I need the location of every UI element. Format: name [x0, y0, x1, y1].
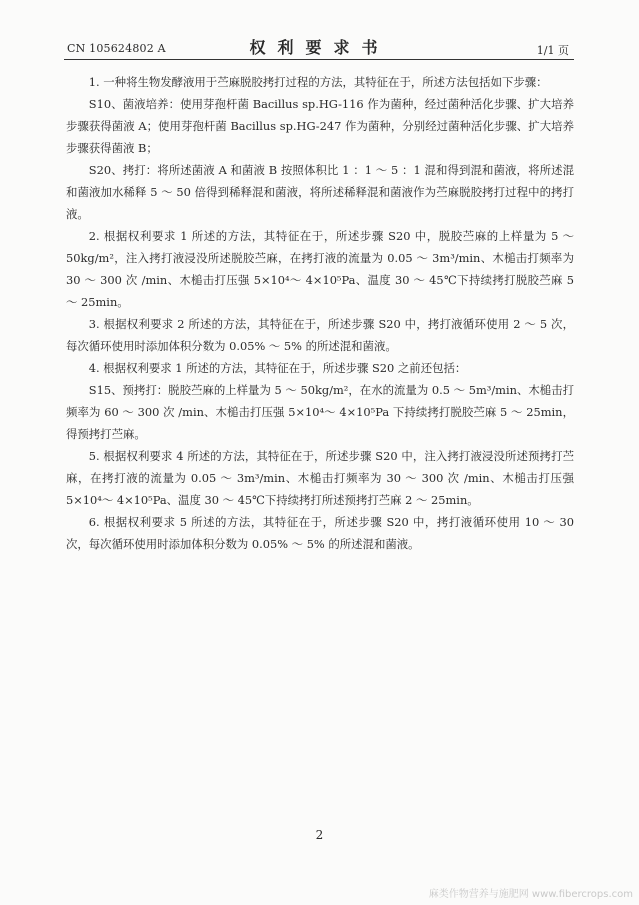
- claim-2: 2. 根据权利要求 1 所述的方法，其特征在于，所述步骤 S20 中，脱胶苎麻的上样量为 5 ～ 50kg/m²，注入拷打液浸没所述脱胶苎麻，在拷打液的流量为 0.05 ～ 3m³/min、木槌击打频率为 30 ～ 300 次 /min、木槌击打压强 5×10⁴～ 4×10⁵Pa、温度 30 ～ 45℃下持续拷打脱胶苎麻 5 ～ 25min。: [66, 229, 574, 309]
- patent-number: CN 105624802 A: [67, 42, 166, 55]
- claim-1: 1. 一种将生物发酵液用于苎麻脱胶拷打过程的方法，其特征在于，所述方法包括如下步骤：: [88, 75, 548, 89]
- page-count: 1/1 页: [536, 44, 569, 57]
- document-title: 权利要求书: [249, 38, 390, 57]
- site-watermark: 麻类作物营养与施肥网 www.fibercrops.com: [428, 889, 633, 900]
- claim-3: 3. 根据权利要求 2 所述的方法，其特征在于，所述步骤 S20 中，拷打液循环使用 2 ～ 5 次，每次循环使用时添加体积分数为 0.05% ～ 5% 的所述混和菌液。: [66, 317, 574, 353]
- claim-4: 4. 根据权利要求 1 所述的方法，其特征在于，所述步骤 S20 之前还包括：: [88, 361, 467, 375]
- claim-1-step-s10: S10、菌液培养：使用芽孢杆菌 Bacillus sp.HG-116 作为菌种，经过菌种活化步骤、扩大培养步骤获得菌液 A；使用芽孢杆菌 Bacillus sp.HG-247 作为菌种，分别经过菌种活化步骤、扩大培养步骤获得菌液 B；: [66, 97, 574, 155]
- claim-1-step-s20: S20、拷打：将所述菌液 A 和菌液 B 按照体积比 1 ：1 ～ 5 ：1 混和得到混和菌液，将所述混和菌液加水稀释 5 ～ 50 倍得到稀释混和菌液，将所述稀释混和菌液作为苎麻脱胶拷打过程中的拷打液。: [66, 163, 574, 221]
- claim-4-step-s15: S15、预拷打：脱胶苎麻的上样量为 5 ～ 50kg/m²，在水的流量为 0.5 ～ 5m³/min、木槌击打频率为 60 ～ 300 次 /min、木槌击打压强 5×10⁴～ 4×10⁵Pa 下持续拷打脱胶苎麻 5 ～ 25min，得预拷打苎麻。: [66, 383, 574, 441]
- claim-6: 6. 根据权利要求 5 所述的方法，其特征在于，所述步骤 S20 中，拷打液循环使用 10 ～ 30 次，每次循环使用时添加体积分数为 0.05% ～ 5% 的所述混和菌液。: [66, 515, 574, 551]
- claim-5: 5. 根据权利要求 4 所述的方法，其特征在于，所述步骤 S20 中，注入拷打液浸没所述预拷打苎麻，在拷打液的流量为 0.05 ～ 3m³/min、木槌击打频率为 30 ～ 300 次 /min、木槌击打压强 5×10⁴～ 4×10⁵Pa、温度 30 ～ 45℃下持续拷打所述预拷打苎麻 2 ～ 25min。: [66, 449, 574, 507]
- page-number: 2: [315, 828, 324, 842]
- claims-body: [66, 71, 574, 555]
- header-divider: [64, 59, 574, 60]
